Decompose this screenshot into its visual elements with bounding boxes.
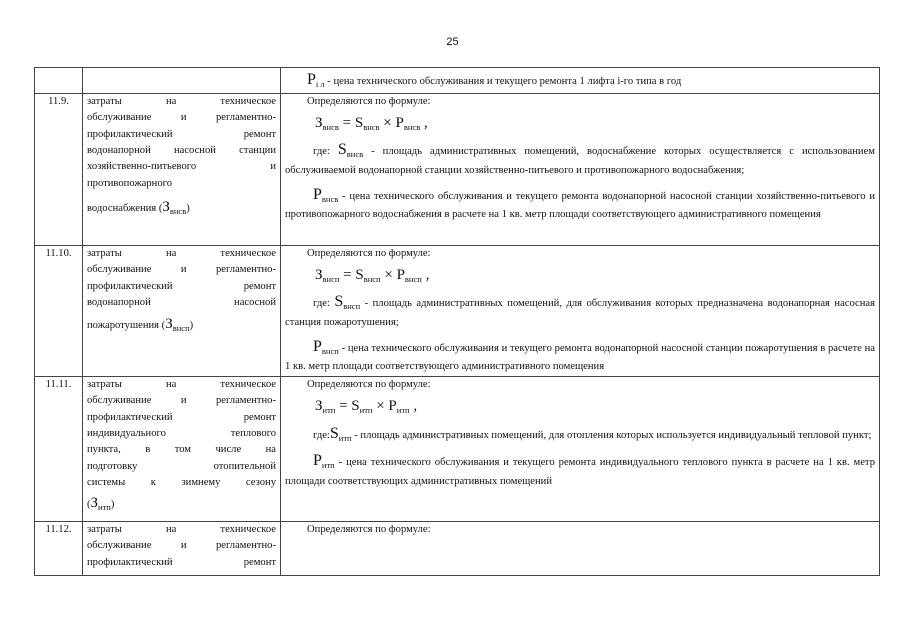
formula-lead: Определяются по формуле: <box>307 378 431 390</box>
definition-text: - цена технического обслуживания и текущего ремонта 1 лифта i-го типа в год <box>324 76 682 87</box>
name-line: противопожарного <box>87 177 173 189</box>
cost-symbol: З <box>90 494 99 511</box>
formula-subscript: внсп <box>343 301 361 312</box>
definition-paragraph <box>285 138 875 179</box>
name-line: подготовку отопительной <box>87 460 276 472</box>
row-number: 11.10. <box>35 245 83 376</box>
definition-prefix: где: <box>313 429 330 441</box>
name-close: ) <box>189 320 194 332</box>
definition-prefix: где: <box>313 298 335 310</box>
definition-paragraph <box>285 335 875 376</box>
definition-text: - площадь административных помещений, для отопления которых используется индивидуальный тепловой пункт; <box>351 429 872 441</box>
formula-subscript: итп <box>396 405 410 416</box>
name-line: профилактический ремонт <box>87 280 276 292</box>
formula-op: = <box>335 398 352 415</box>
name-line: системы к зимнему сезону <box>87 477 276 489</box>
name-line: затраты на техническое <box>87 247 276 259</box>
formula-subscript: внсв <box>322 122 339 133</box>
definition-paragraph <box>285 449 875 490</box>
formula-term: S <box>355 267 364 284</box>
formula-term: S <box>351 398 360 415</box>
formula-lead: Определяются по формуле: <box>307 95 431 107</box>
formula-subscript: внсп <box>322 274 340 285</box>
cost-subscript: внсп <box>172 323 190 334</box>
definition-paragraph <box>285 422 875 447</box>
name-line: профилактический ремонт <box>87 128 276 140</box>
name-line: пункта, в том числе на <box>87 444 276 456</box>
name-line: хозяйственно-питьевого и <box>87 161 276 173</box>
name-line: обслуживание и регламентно- <box>87 395 276 407</box>
formula-op: , <box>409 398 418 415</box>
formula-subscript: итп <box>321 460 335 471</box>
cost-subscript: итп <box>98 501 111 512</box>
formula-cell <box>281 93 880 245</box>
definition-text: - цена технического обслуживания и текущего ремонта водонапорной насосной станции пожаротушения в расчете на 1 кв. метр площади соответствующего административного помещения <box>285 342 875 373</box>
name-line: водонапорной насосной <box>87 297 276 309</box>
name-line: обслуживание и регламентно- <box>87 540 276 552</box>
name-line: водонапорной насосной станции <box>87 145 276 157</box>
formula-subscript: итп <box>359 405 373 416</box>
cell-empty <box>35 68 83 94</box>
definition-prefix: где: <box>313 146 338 158</box>
formula-op: × <box>380 267 397 284</box>
formula-lead: Определяются по формуле: <box>307 523 431 535</box>
table-row <box>35 521 880 575</box>
formula-term: S <box>354 115 364 132</box>
table-row <box>35 376 880 521</box>
cost-symbol: З <box>165 316 173 333</box>
formula-cell <box>281 376 880 521</box>
cost-item-name <box>83 521 281 575</box>
name-line: обслуживание и регламентно- <box>87 112 276 124</box>
formula-symbol: S <box>337 141 347 159</box>
formula-subscript: внсп <box>321 345 339 356</box>
definition-paragraph <box>285 290 875 331</box>
table-row <box>35 245 880 376</box>
formula-subscript: внсв <box>363 122 380 133</box>
formula-symbol: P <box>313 337 322 355</box>
definition-paragraph <box>285 183 875 224</box>
name-line: индивидуального теплового <box>87 428 276 440</box>
definition-text: - площадь административных помещений, для обслуживания которых предназначена водонапорная насосная станция пожаротушения; <box>285 298 875 329</box>
cell-empty <box>83 68 281 94</box>
formula-cell <box>281 521 880 575</box>
name-line: затраты на техническое <box>87 95 276 107</box>
formula-term: P <box>395 115 404 132</box>
name-line: ( <box>87 498 91 510</box>
formula-term: З <box>315 267 323 284</box>
formula-cell <box>281 245 880 376</box>
row-number: 11.11. <box>35 376 83 521</box>
name-close: ) <box>110 498 115 510</box>
formula-op: = <box>339 267 356 284</box>
name-line: затраты на техническое <box>87 378 276 390</box>
table-row <box>35 68 880 94</box>
formula-subscript: i л <box>315 79 325 89</box>
formula-symbol: P <box>313 185 322 203</box>
page-number: 25 <box>446 36 459 48</box>
formula-symbol: S <box>334 293 344 311</box>
name-line: профилактический ремонт <box>87 556 276 568</box>
formula-subscript: внсв <box>403 122 421 133</box>
formula-term: P <box>388 398 397 415</box>
formula-subscript: внсв <box>346 149 364 160</box>
row-number: 11.9. <box>35 93 83 245</box>
formula-subscript: внсв <box>321 193 339 204</box>
definition-text: - цена технического обслуживания и текущего ремонта индивидуального теплового пункта в расчете на 1 кв. метр площади соответствующих административных помещений <box>285 457 875 488</box>
definition-text: - площадь административных помещений, водоснабжение которых осуществляется с использованием обслуживаемой водонапорной станции хозяйственно-питьевого и противопожарного водоснабжения; <box>285 146 875 177</box>
name-line: затраты на техническое <box>87 523 276 535</box>
cost-item-name <box>83 93 281 245</box>
cost-table <box>34 67 880 576</box>
cost-subscript: внсв <box>169 206 187 217</box>
formula-term: P <box>396 267 405 284</box>
formula <box>315 395 875 418</box>
formula-op: × <box>379 115 396 132</box>
formula-subscript: внсп <box>404 274 422 285</box>
formula-subscript: внсп <box>363 274 381 285</box>
name-line: профилактический ремонт <box>87 411 276 423</box>
formula-op: , <box>420 115 428 132</box>
formula-lead: Определяются по формуле: <box>307 247 431 259</box>
row-continuation <box>281 68 880 94</box>
table-row <box>35 93 880 245</box>
formula <box>315 112 875 135</box>
cost-item-name <box>83 245 281 376</box>
name-close: ) <box>186 203 190 215</box>
name-line: водоснабжения ( <box>87 203 163 215</box>
formula-op: = <box>338 115 355 132</box>
formula-term: З <box>315 115 323 132</box>
formula <box>315 264 875 287</box>
definition-text: - цена технического обслуживания и текущего ремонта водонапорной насосной станции хозяйственно-питьевого и противопожарного водоснабжения в расчете на 1 кв. метр площади соответствующего административного помещения <box>285 190 875 221</box>
formula-op: × <box>372 398 389 415</box>
formula-subscript: итп <box>322 405 336 416</box>
formula-symbol: P <box>307 71 316 88</box>
name-line: пожаротушения ( <box>87 320 166 332</box>
row-number: 11.12. <box>35 521 83 575</box>
formula-symbol: S <box>329 424 339 442</box>
cost-item-name <box>83 376 281 521</box>
formula-symbol: P <box>313 452 322 470</box>
formula-term: З <box>315 398 323 415</box>
formula-op: , <box>421 267 430 284</box>
formula-subscript: итп <box>338 432 352 443</box>
cost-symbol: З <box>162 199 170 216</box>
name-line: обслуживание и регламентно- <box>87 264 276 276</box>
